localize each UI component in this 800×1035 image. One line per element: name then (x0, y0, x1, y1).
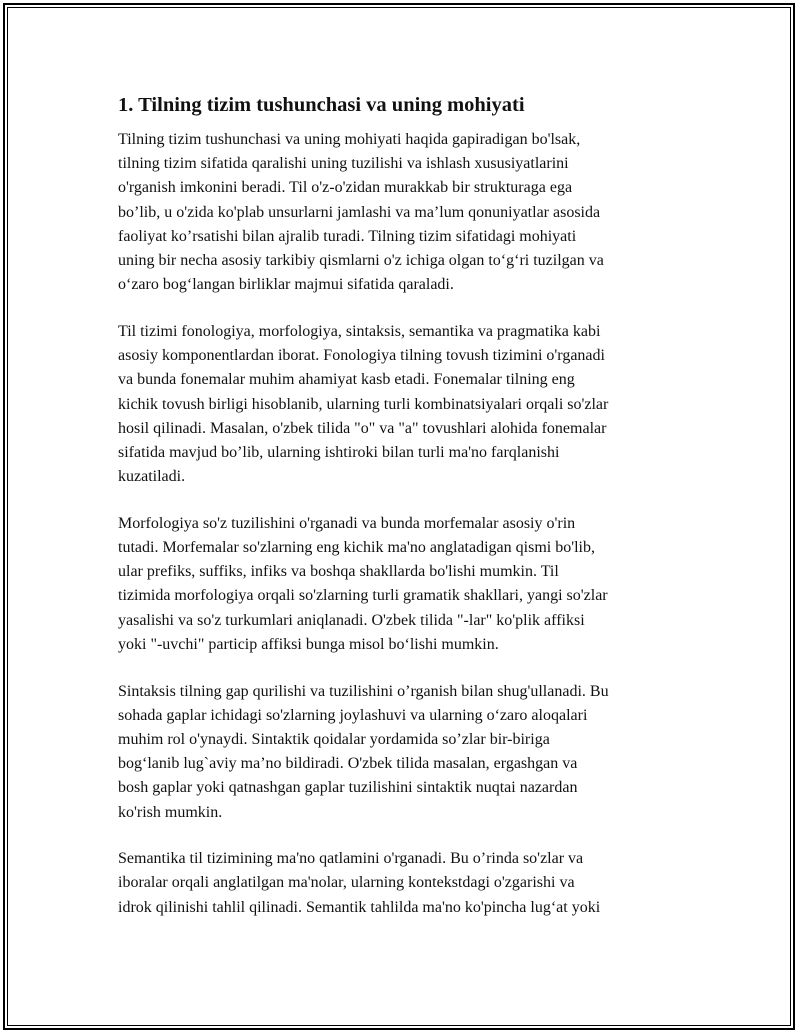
paragraph-line: sifatida mavjud bo’lib, ularning ishtiroki bilan turli ma'no farqlanishi (118, 443, 560, 461)
paragraph-line: bog‘lanib lug`aviy ma’no bildiradi. O'zbek tilida masalan, ergashgan va (118, 755, 578, 773)
paragraph-line: kuzatiladi. (118, 468, 186, 486)
paragraph-4 (118, 680, 688, 825)
paragraph-line: ular prefiks, suffiks, infiks va boshqa shakllarda bo'lishi mumkin. Til (118, 563, 559, 581)
paragraph-line: yasalishi va so'z turkumlari aniqlanadi. O'zbek tilida "-lar" ko'plik affiksi (118, 611, 585, 629)
paragraph-line: iboralar orqali anglatilgan ma'nolar, ularning kontekstdagi o'zgarishi va (118, 874, 575, 892)
paragraph-line: tizimida morfologiya orqali so'zlarning turli gramatik shakllari, yangi so'zlar (118, 587, 608, 605)
paragraph-line: hosil qilinadi. Masalan, o'zbek tilida "o" va "a" tovushlari alohida fonemalar (118, 419, 607, 437)
paragraph-3 (118, 512, 688, 657)
paragraph-line: tutadi. Morfemalar so'zlarning eng kichik ma'no anglatadigan qismi bo'lib, (118, 539, 595, 557)
paragraph-line: Til tizimi fonologiya, morfologiya, sintaksis, semantika va pragmatika kabi (118, 322, 601, 340)
paragraph-line: bo’lib, u o'zida ko'plab unsurlarni jamlashi va ma’lum qonuniyatlar asosida (118, 203, 601, 221)
paragraph-line: o'rganish imkonini beradi. Til o'z-o'zidan murakkab bir strukturaga ega (118, 179, 573, 197)
paragraph-line: va bunda fonemalar muhim ahamiyat kasb etadi. Fonemalar tilning eng (118, 371, 575, 389)
paragraph-line: idrok qilinishi tahlil qilinadi. Semantik tahlilda ma'no ko'pincha lug‘at yoki (118, 898, 601, 916)
paragraph-5 (118, 847, 688, 920)
paragraph-line: sohada gaplar ichidagi so'zlarning joylashuvi va ularning o‘zaro aloqalari (118, 706, 588, 724)
paragraph-1 (118, 128, 688, 297)
paragraph-line: muhim rol o'ynaydi. Sintaktik qoidalar yordamida so’zlar bir-biriga (118, 730, 550, 748)
paragraph-line: asosiy komponentlardan iborat. Fonologiya tilning tovush tizimini o'rganadi (118, 347, 605, 365)
paragraph-line: uning bir necha asosiy tarkibiy qismlarni o'z ichiga olgan to‘g‘ri tuzilgan va (118, 252, 604, 270)
paragraph-line: Sintaksis tilning gap qurilishi va tuzilishini o’rganish bilan shug'ullanadi. Bu (118, 682, 609, 700)
paragraph-line: bosh gaplar yoki qatnashgan gaplar tuzilishini sintaktik nuqtai nazardan (118, 779, 578, 797)
section-heading: 1. Tilning tizim tushunchasi va uning mohiyati (118, 94, 525, 116)
paragraph-line: o‘zaro bog‘langan birliklar majmui sifatida qaraladi. (118, 276, 454, 294)
paragraph-line: Tilning tizim tushunchasi va uning mohiyati haqida gapiradigan bo'lsak, (118, 131, 581, 148)
document-body (118, 92, 688, 942)
paragraph-line: faoliyat ko’rsatishi bilan ajralib turadi. Tilning tizim sifatidagi mohiyati (118, 227, 577, 245)
paragraph-line: Morfologiya so'z tuzilishini o'rganadi va bunda morfemalar asosiy o'rin (118, 514, 576, 532)
paragraph-line: kichik tovush birligi hisoblanib, ularning turli kombinatsiyalari orqali so'zlar (118, 395, 609, 413)
paragraph-line: yoki "-uvchi" particip affiksi bunga misol bo‘lishi mumkin. (118, 635, 499, 653)
paragraph-line: Semantika til tizimining ma'no qatlamini o'rganadi. Bu o’rinda so'zlar va (118, 850, 584, 868)
paragraph-line: tilning tizim sifatida qaralishi uning tuzilishi va ishlash xususiyatlarini (118, 155, 569, 173)
paragraph-line: ko'rish mumkin. (118, 803, 223, 821)
paragraph-2 (118, 320, 688, 489)
